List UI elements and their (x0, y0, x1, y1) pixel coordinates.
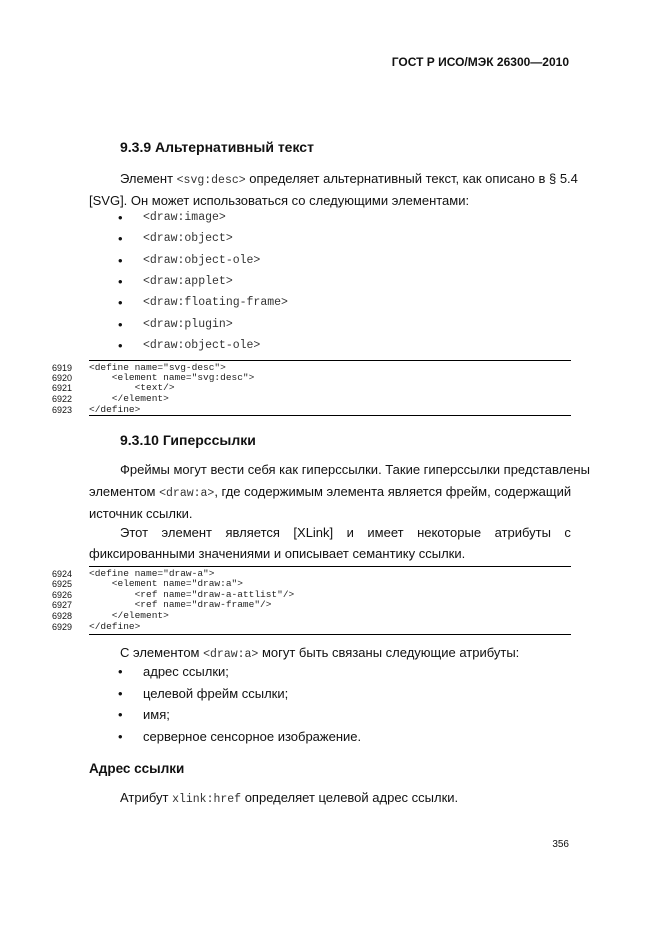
paragraph: источник ссылки. (89, 506, 193, 521)
paragraph: элементом <draw:a> , где содержимым элемента является фрейм, содержащий (89, 484, 572, 500)
section-title: 9.3.9 Альтернативный текст (120, 139, 314, 155)
code-line: </element> (89, 393, 169, 404)
line-number: 6925 (52, 579, 73, 589)
code-line: </define> (89, 621, 141, 632)
list-item: • (118, 338, 123, 353)
list-item-text: целевой фрейм ссылки; (143, 686, 289, 701)
code-rule-top (89, 566, 571, 567)
code-line: <element name="svg:desc"> (89, 372, 255, 383)
list-item-text: серверное сенсорное изображение. (143, 729, 362, 744)
code-line: <define name="draw-a"> (89, 568, 215, 579)
subsection-title: Адрес ссылки (89, 761, 185, 776)
list-item: • (118, 210, 123, 225)
inline-code: <draw:a> (203, 648, 259, 661)
code-line: <element name="draw:a"> (89, 578, 243, 589)
paragraph: [SVG]. Он может использоваться со следующими элементами: (89, 193, 470, 208)
line-number: 6928 (52, 611, 73, 621)
line-number: 6922 (52, 394, 73, 404)
code-rule-bottom (89, 415, 571, 416)
inline-code: <svg:desc> (176, 174, 246, 187)
page-number: 356 (552, 839, 569, 850)
code-rule-bottom (89, 634, 571, 635)
list-item-code: <draw:plugin> (143, 318, 233, 331)
list-item-code: <draw:image> (143, 211, 226, 224)
inline-code: <draw:a> (159, 487, 215, 500)
line-number: 6929 (52, 622, 73, 632)
list-item: • (118, 253, 123, 268)
list-item: • (118, 295, 123, 310)
code-line: </define> (89, 404, 141, 415)
line-number: 6920 (52, 373, 73, 383)
line-number: 6927 (52, 600, 73, 610)
list-item-text: адрес ссылки; (143, 664, 229, 679)
paragraph-justified: Этот элемент является [XLink] и имеет некоторые атрибуты с (120, 525, 571, 540)
list-item: • (118, 686, 123, 701)
code-line: <ref name="draw-frame"/> (89, 599, 272, 610)
paragraph: фиксированными значениями и описывает семантику ссылки. (89, 546, 466, 561)
paragraph: Элемент <svg:desc> определяет альтернативный текст, как описано в § 5.4 (120, 171, 578, 187)
paragraph: Атрибут xlink:href определяет целевой адрес ссылки. (120, 790, 459, 806)
list-item: • (118, 729, 123, 744)
list-item: • (118, 664, 123, 679)
line-number: 6919 (52, 363, 73, 373)
line-number: 6926 (52, 590, 73, 600)
list-item: • (118, 274, 123, 289)
code-line: <ref name="draw-a-attlist"/> (89, 589, 295, 600)
section-title: 9.3.10 Гиперссылки (120, 432, 256, 448)
code-line: <define name="svg-desc"> (89, 362, 226, 373)
page-header: ГОСТ Р ИСО/МЭК 26300—2010 (391, 55, 569, 69)
list-item-code: <draw:floating-frame> (143, 296, 288, 309)
list-item-code: <draw:object-ole> (143, 339, 261, 352)
inline-code: xlink:href (172, 793, 242, 806)
list-item: • (118, 707, 123, 722)
list-item-code: <draw:object-ole> (143, 254, 261, 267)
list-item-text: имя; (143, 707, 170, 722)
paragraph: Фреймы могут вести себя как гиперссылки. Такие гиперссылки представлены (120, 462, 590, 477)
list-item-code: <draw:object> (143, 232, 233, 245)
line-number: 6921 (52, 383, 73, 393)
paragraph: С элементом <draw:a> могут быть связаны следующие атрибуты: (120, 645, 520, 661)
list-item: • (118, 231, 123, 246)
code-rule-top (89, 360, 571, 361)
line-number: 6923 (52, 405, 73, 415)
list-item-code: <draw:applet> (143, 275, 233, 288)
code-line: </element> (89, 610, 169, 621)
list-item: • (118, 317, 123, 332)
line-number: 6924 (52, 569, 73, 579)
code-line: <text/> (89, 382, 175, 393)
